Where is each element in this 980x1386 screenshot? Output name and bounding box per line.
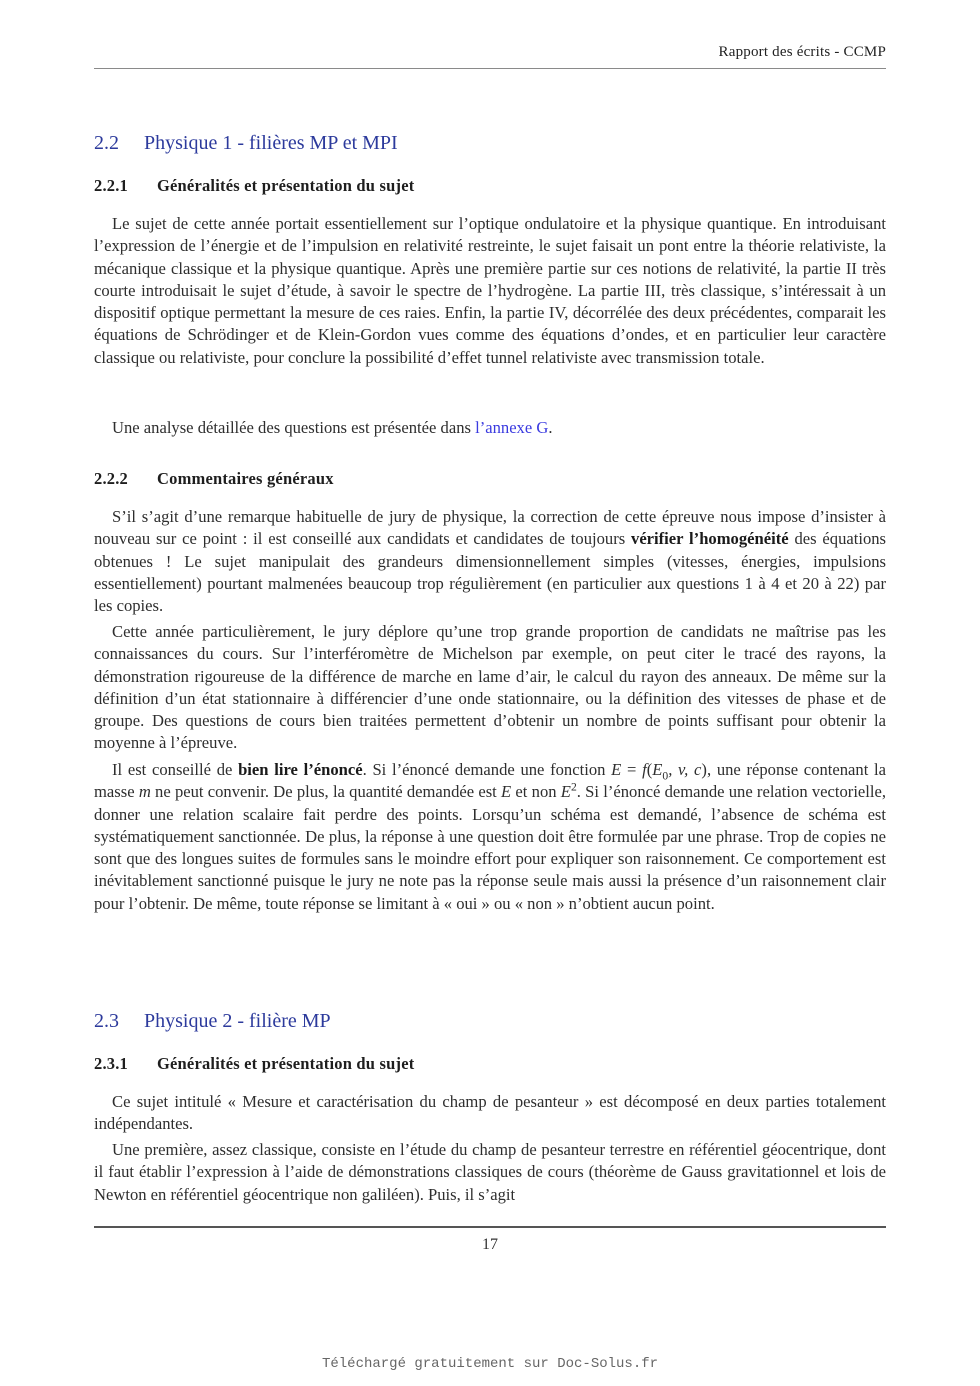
annex-text: Une analyse détaillée des questions est présentée dans: [112, 418, 476, 437]
emphasis-verify-homogeneity: vérifier l’homogénéité: [631, 529, 789, 549]
text: . Si l’énoncé demande une relation vectorielle, donner une relation scalaire fait perdre des points. Lorsqu’un schéma est demandé, l’absence de schéma est systématiquement sanctionnée. De plus, la réponse à une question doit être formulée par une phrase. Trop de copies ne sont que des longues suites de formules sans le moindre effort pour expliquer son raisonnement. Ce comportement est inévitablement sanctionné puisque le jury ne note pas la réponse seule mais aussi la présence d’un raisonnement clair pour l’obtenir. De même, toute réponse se limitant à « oui » ou « non » n’obtient aucun point.: [94, 782, 887, 913]
paragraph-annex: [94, 417, 886, 439]
subsection-number: 2.2.2: [94, 469, 128, 488]
text: , une réponse contenant la masse: [94, 760, 887, 802]
math-E: E: [501, 782, 512, 802]
download-watermark: Téléchargé gratuitement sur Doc-Solus.fr: [321, 1356, 659, 1372]
emphasis-read-statement: bien lire l’énoncé: [238, 760, 363, 779]
paragraph-intro: Le sujet de cette année portait essentiellement sur l’optique ondulatoire et la physique quantique. En introduisant l’expression de l’énergie et de l’impulsion en relativité restreinte, le sujet faisait un pont entre la théorie relativiste, la mécanique classique et la physique quantique. Après une première partie sur ces notions de relativité, la partie II très courte introduisait le sujet d’étude, à savoir le spectre de l’hydrogène. La partie III, très classique, s’intéressait à un dispositif optique permettant la mesure de ces raies. Enfin, la partie IV, décorrélée des deux précédentes, comparait les équations de Schrödinger et de Klein-Gordon vues comme des équations d’ondes, et en particulier leur caractère classique ou relativiste, pour conclure la possibilité d’effet tunnel relativiste avec transmission totale.: [94, 214, 886, 367]
section-number: 2.3: [94, 1010, 119, 1032]
section-number: 2.2: [94, 132, 119, 154]
paragraph-read-statement: [94, 759, 886, 915]
text: Il est conseillé de: [112, 760, 239, 779]
running-header: Rapport des écrits - CCMP: [718, 44, 886, 60]
subsection-title: Généralités et présentation du sujet: [157, 176, 415, 195]
section-heading-2-2: [94, 132, 398, 155]
text: S’il s’agit d’une remarque habituelle de jury de physique, la correction de cette épreuve nous impose d’insister à nouveau sur ce point : il est conseillé aux candidats et candidates de toujours: [94, 507, 886, 549]
formula-energy-function: $E = f(E_0$, v, c): [611, 760, 707, 783]
section-title: Physique 1 - filières MP et MPI: [144, 132, 398, 154]
subsection-heading-2-2-1: [94, 176, 414, 196]
subsection-heading-2-2-2: [94, 469, 334, 489]
math-m: m: [138, 782, 151, 802]
subsection-number: 2.3.1: [94, 1054, 128, 1073]
annex-g-link[interactable]: l’annexe G: [475, 418, 549, 437]
math-E-squared: $E^2$: [560, 780, 577, 802]
paragraph-first-part: Une première, assez classique, consiste en l’étude du champ de pesanteur terrestre en référentiel géocentrique, dont il faut établir l’expression à l’aide de démonstrations classiques de cours (théorème de Gauss gravitationnel et lois de Newton en référentiel géocentrique non galiléen). Puis, il s’agit: [94, 1140, 886, 1204]
subsection-title: Commentaires généraux: [157, 469, 334, 488]
paragraph-subject-title: Ce sujet intitulé « Mesure et caractérisation du champ de pesanteur » est décomposé en deux parties totalement indépendantes.: [94, 1092, 886, 1134]
text: des équations obtenues ! Le sujet manipulait des grandeurs dimensionnellement simples (vitesses, énergies, impulsions essentiellement) pourtant malmenées beaucoup trop régulièrement (en particulier aux questions 1 à 4 et 20 à 22) par les copies.: [94, 529, 887, 616]
paragraph-course-knowledge: Cette année particulièrement, le jury déplore qu’une trop grande proportion de candidats ne maîtrise pas les connaissances du cours. Sur l’interféromètre de Michelson par exemple, on peut citer le tracé des rayons, la démonstration rigoureuse de la différence de marche en lame d’air, le calcul du rayon des anneaux. De même sur la définition d’un état stationnaire à différencier d’une onde stationnaire, ou la définition des vitesses de phase et de groupe. Des questions de cours bien traitées permettent d’obtenir un nombre de points suffisant pour obtenir la moyenne à l’épreuve.: [94, 622, 886, 753]
footer-rule: [94, 1226, 886, 1228]
text: ne peut convenir. De plus, la quantité demandée est: [150, 782, 502, 802]
paragraph-homogeneity: [94, 506, 886, 617]
subsection-heading-2-3-1: [94, 1054, 414, 1074]
section-title: Physique 2 - filière MP: [144, 1010, 331, 1032]
text: . Si l’énoncé demande une fonction: [362, 760, 612, 779]
section-heading-2-3: [94, 1010, 331, 1033]
text: et non: [511, 782, 561, 802]
subsection-number: 2.2.1: [94, 176, 128, 195]
annex-text-end: .: [548, 418, 553, 437]
page-number: 17: [482, 1236, 498, 1253]
subsection-title: Généralités et présentation du sujet: [157, 1054, 415, 1073]
header-rule: [94, 68, 886, 69]
